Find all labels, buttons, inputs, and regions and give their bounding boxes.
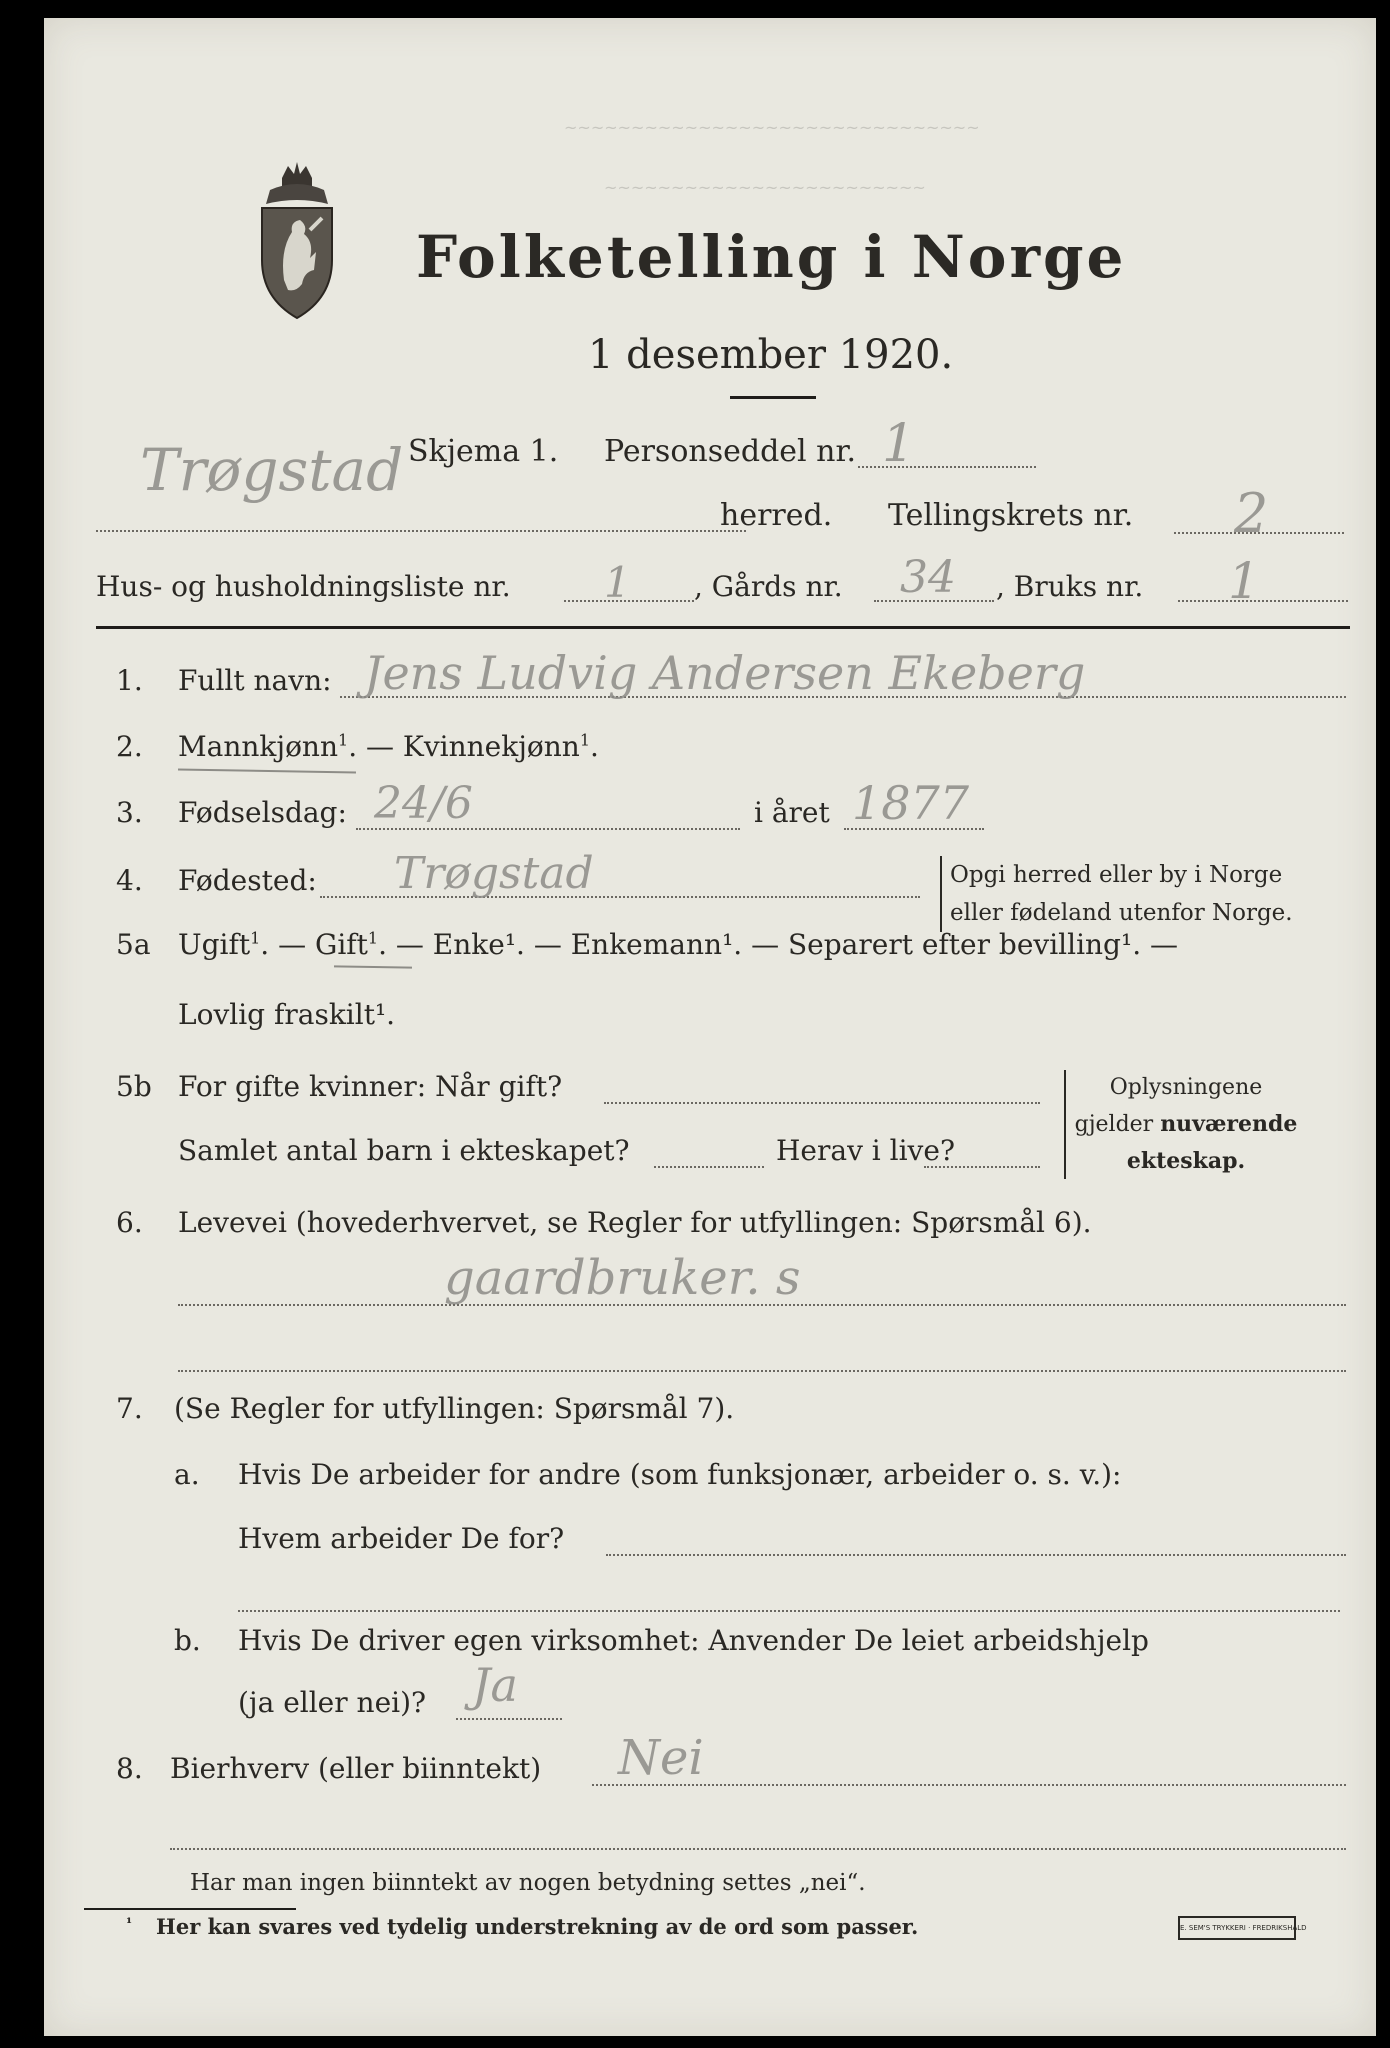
birthplace-note: [940, 856, 1293, 932]
q4-number: 4.: [116, 864, 143, 897]
marriage-note-bold: nuværende: [1160, 1111, 1298, 1137]
q1-number: 1.: [116, 664, 143, 697]
other-marital-options[interactable]: . — Enke¹. — Enkemann¹. — Separert efter bevilling¹. —: [378, 928, 1179, 961]
biinntekt-note: Har man ingen biinntekt av nogen betydning settes „nei“.: [190, 1870, 866, 1896]
marriage-note-text: gjelder: [1074, 1112, 1161, 1137]
full-name-value: Jens Ludvig Andersen Ekeberg: [364, 646, 1086, 700]
marriage-note: [1064, 1070, 1306, 1179]
children-alive-label: Herav i live?: [776, 1134, 955, 1167]
bleed-through-text: ~~~~~~~~~~~~~~~~~~~~~~~~~~~~~~~: [564, 118, 980, 137]
birthyear-value: 1877: [852, 776, 970, 830]
marriage-note-line-2: [1066, 1106, 1306, 1143]
bleed-through-text: ~~~~~~~~~~~~~~~~~~~~~~~~: [604, 178, 926, 197]
q5a-number: 5a: [116, 928, 151, 961]
option-mannkjonn[interactable]: Mannkjønn: [178, 730, 339, 763]
q7a-label: Hvis De arbeider for andre (som funksjonær, arbeider o. s. v.):: [238, 1458, 1122, 1491]
hired-help-label: (ja eller nei)?: [238, 1686, 427, 1719]
hired-help-value: Ja: [472, 1658, 518, 1712]
married-when-field[interactable]: [604, 1102, 1040, 1104]
marriage-note-line-1: Oplysningene: [1109, 1075, 1263, 1100]
birthplace-value: Trøgstad: [394, 848, 594, 899]
option-kvinnekjonn[interactable]: . — Kvinnekjønn: [348, 730, 580, 763]
footnote-ref: 1: [579, 730, 590, 750]
footnote-ref: 1: [250, 928, 261, 948]
occupation-field-line-1[interactable]: [178, 1304, 1346, 1306]
birthdate-value: 24/6: [374, 778, 473, 829]
herred-value: Trøgstad: [140, 436, 404, 504]
side-income-field-line-2[interactable]: [170, 1848, 1346, 1850]
herred-field[interactable]: [96, 530, 746, 532]
tellingskrets-label: Tellingskrets nr.: [888, 498, 1134, 533]
bruks-value: 1: [1228, 552, 1260, 610]
q4-label: Fødested:: [178, 864, 317, 897]
q7-number: 7.: [116, 1392, 143, 1425]
q7-label: (Se Regler for utfyllingen: Spørsmål 7).: [174, 1392, 735, 1425]
year-label: i året: [754, 796, 830, 829]
footnote-marker: ¹: [126, 1916, 133, 1932]
q7b-letter: b.: [174, 1624, 201, 1657]
footnote-ref: 1: [338, 730, 349, 750]
tellingskrets-value: 2: [1234, 482, 1269, 545]
skjema-label: Skjema 1.: [408, 434, 559, 469]
occupation-value: gaardbruker. s: [444, 1250, 801, 1306]
footnote-ref: 1: [367, 928, 379, 948]
q1-label: Fullt navn:: [178, 664, 332, 697]
q7a-letter: a.: [174, 1458, 200, 1491]
q5b-label: For gifte kvinner: Når gift?: [178, 1070, 563, 1103]
q2-number: 2.: [116, 730, 143, 763]
herred-label: herred.: [720, 498, 833, 533]
separator: . —: [260, 928, 315, 961]
employer-field[interactable]: [606, 1554, 1346, 1556]
side-income-value: Nei: [618, 1730, 704, 1786]
footnote-text: Her kan svares ved tydelig understrekning av de ord som passer.: [156, 1914, 919, 1939]
hired-help-field[interactable]: [456, 1718, 562, 1720]
footnote-separator: [84, 1908, 296, 1910]
sex-options: [178, 730, 599, 763]
option-gift[interactable]: Gift: [314, 928, 368, 961]
birthplace-note-line-1: Opgi herred eller by i Norge: [950, 862, 1283, 888]
personseddel-label: Personseddel nr.: [604, 434, 857, 469]
q6-number: 6.: [116, 1206, 143, 1239]
side-income-field[interactable]: [592, 1784, 1346, 1786]
husholdningsliste-value: 1: [604, 558, 631, 607]
husholdningsliste-label: Hus- og husholdningsliste nr.: [96, 570, 511, 603]
q6-label: Levevei (hovederhvervet, se Regler for utfyllingen: Spørsmål 6).: [178, 1206, 1092, 1239]
employer-field-line-2[interactable]: [238, 1610, 1340, 1612]
norwegian-coat-of-arms-icon: [252, 160, 342, 320]
q5b-number: 5b: [116, 1070, 152, 1103]
bruks-label: , Bruks nr.: [996, 570, 1144, 603]
children-alive-field[interactable]: [924, 1166, 1040, 1168]
marriage-note-line-3: ekteskap.: [1126, 1148, 1246, 1174]
q8-number: 8.: [116, 1752, 143, 1785]
children-label: Samlet antal barn i ekteskapet?: [178, 1134, 630, 1167]
personseddel-value: 1: [882, 414, 916, 474]
form-title: Folketelling i Norge: [416, 223, 1127, 291]
census-form-page: [44, 18, 1376, 2036]
birthplace-note-line-2: eller fødeland utenfor Norge.: [950, 900, 1293, 926]
mannkjonn-underline: [178, 768, 356, 773]
marital-status-options: [178, 928, 1178, 961]
gards-label: , Gårds nr.: [694, 570, 843, 603]
gift-underline: [334, 965, 412, 968]
option-lovlig-fraskilt[interactable]: Lovlig fraskilt¹.: [178, 998, 396, 1031]
printer-stamp: E. SEM'S TRYKKERI · FREDRIKSHALD: [1178, 1916, 1296, 1940]
children-count-field[interactable]: [654, 1166, 764, 1168]
q3-number: 3.: [116, 796, 143, 829]
sex-end: .: [590, 730, 599, 763]
census-date: 1 desember 1920.: [588, 332, 954, 378]
option-ugift[interactable]: Ugift: [178, 928, 251, 961]
q7b-label: Hvis De driver egen virksomhet: Anvender De leiet arbeidshjelp: [238, 1624, 1149, 1657]
gards-value: 34: [900, 552, 956, 603]
header-separator: [96, 626, 1350, 629]
employer-label: Hvem arbeider De for?: [238, 1522, 565, 1555]
title-divider: [730, 396, 816, 399]
bruks-field[interactable]: [1178, 600, 1348, 602]
q8-label: Bierhverv (eller biinntekt): [170, 1752, 542, 1785]
occupation-field-line-2[interactable]: [178, 1370, 1346, 1372]
q3-label: Fødselsdag:: [178, 796, 347, 829]
